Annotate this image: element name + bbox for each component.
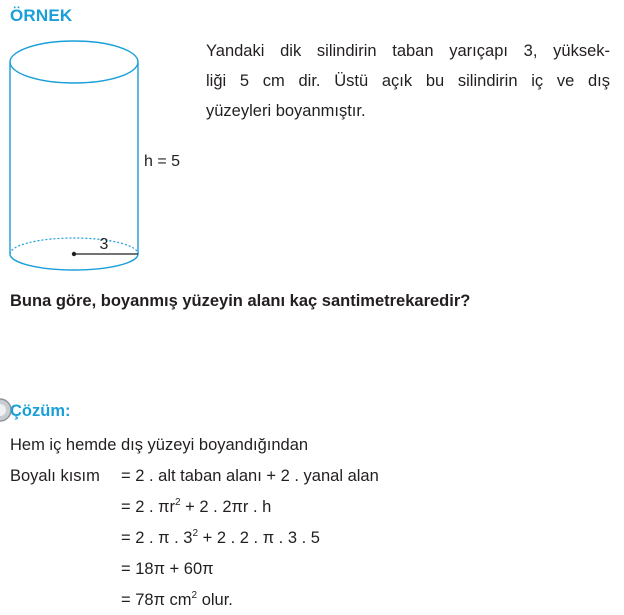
solution-step-2-post: + 2 . 2πr . h bbox=[180, 498, 272, 516]
solution-step-1: = 2 . alt taban alanı + 2 . yanal alan bbox=[121, 467, 379, 485]
solution-step-2-pre: = 2 . πr bbox=[121, 498, 176, 516]
cylinder-bottom-front bbox=[10, 254, 138, 270]
solution-step-5-post: olur. bbox=[197, 591, 233, 609]
center-point bbox=[72, 252, 76, 256]
example-heading: ÖRNEK bbox=[10, 6, 73, 25]
solution-step-3 bbox=[121, 529, 320, 548]
problem-line-3: yüzeyleri boyanmıştır. bbox=[206, 102, 366, 120]
solution-step-5-pre: = 78π cm bbox=[121, 591, 192, 609]
problem-line-2: liği 5 cm dir. Üstü açık bu silindirin iç ve dış bbox=[206, 72, 610, 90]
solution-step-3-pre: = 2 . π . 3 bbox=[121, 529, 193, 547]
solution-step-2-exponent: 2 bbox=[175, 496, 181, 508]
radius-label: 3 bbox=[99, 236, 109, 253]
solution-step-4: = 18π + 60π bbox=[121, 560, 214, 578]
cylinder-diagram bbox=[0, 30, 200, 280]
solution-title: Çözüm: bbox=[10, 402, 71, 420]
solution-step-3-exponent: 2 bbox=[192, 527, 199, 539]
problem-line-1: Yandaki dik silindirin taban yarıçapı 3, yüksek- bbox=[206, 42, 610, 60]
solution-step-1-label: Boyalı kısım bbox=[10, 467, 100, 485]
solution-intro: Hem iç hemde dış yüzeyi boyandığından bbox=[10, 436, 309, 454]
height-label: h = 5 bbox=[144, 153, 181, 170]
question-text: Buna göre, boyanmış yüzeyin alanı kaç santimetrekaredir? bbox=[10, 292, 471, 310]
solution-step-5-exponent: 2 bbox=[191, 589, 198, 601]
solution-step-3-post: + 2 . 2 . π . 3 . 5 bbox=[198, 529, 320, 547]
cylinder-top-ellipse bbox=[10, 41, 138, 83]
solution-step-2 bbox=[121, 498, 271, 517]
cylinder-bottom-back-dashed bbox=[10, 238, 138, 254]
solution-step-5 bbox=[121, 591, 233, 610]
cylinder-figure bbox=[0, 30, 200, 280]
problem-text bbox=[206, 36, 610, 126]
